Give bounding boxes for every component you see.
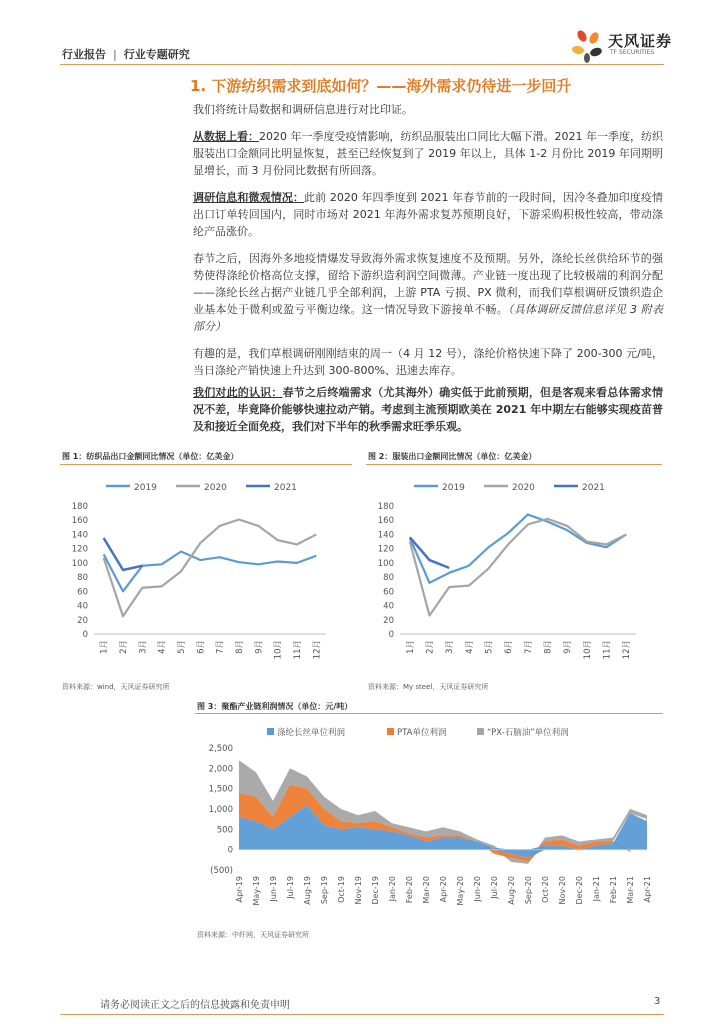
- fig1-ytick-label: 80: [77, 573, 88, 584]
- fig3-xtick-label: Apr-21: [643, 876, 652, 903]
- fig3-xtick-label: May-19: [252, 876, 261, 906]
- fig3-legend-label-0: 涤纶长丝单位利润: [277, 728, 346, 738]
- fig3-xtick-label: Nov-20: [558, 876, 567, 905]
- fig3-legend-swatch-2: [477, 728, 484, 735]
- paragraph-view: [193, 384, 663, 435]
- fig2-ytick-label: 140: [377, 530, 394, 541]
- report-category: [62, 46, 190, 62]
- fig3-xtick-label: Apr-20: [439, 876, 448, 903]
- fig2-xtick-label: 2月: [425, 640, 436, 654]
- fig3-xtick-label: Oct-20: [541, 876, 550, 903]
- fig1-xtick-label: 6月: [196, 640, 207, 654]
- fig2-xtick-label: 12月: [622, 640, 633, 660]
- fig3-xtick-label: Feb-21: [609, 876, 618, 904]
- fig2-xtick-label: 11月: [602, 640, 613, 660]
- paragraph-research: [193, 189, 663, 240]
- logo-text-cn: 天风证券: [608, 32, 673, 50]
- fig1-xtick-label: 9月: [254, 640, 265, 654]
- subcategory-label: 行业专题研究: [123, 48, 190, 61]
- fig2-xtick-label: 7月: [523, 640, 534, 654]
- fig2-legend-label-2021: 2021: [582, 483, 605, 493]
- fig1-ytick-label: 160: [71, 516, 88, 527]
- fig1-xtick-label: 10月: [273, 640, 284, 660]
- fig1-xtick-label: 7月: [215, 640, 226, 654]
- p5-lead: 我们对此的认识：: [193, 386, 283, 399]
- fig3-xtick-label: Oct-19: [337, 876, 346, 903]
- p5-text: 春节之后终端需求（尤其海外）确实低于此前预期，但是客观来看总体需求情况不差，毕竟降价能够快速拉动产销。考虑到主流预期欧美在 2021 年中期左右能够实现疫苗普及和接近全面免疫，我们对下半年的秋季需求旺季乐观。: [193, 386, 663, 433]
- fig2-legend-label-2020: 2020: [512, 483, 535, 493]
- fig1-xtick-label: 12月: [312, 640, 323, 660]
- fig1-xtick-label: 5月: [177, 640, 187, 654]
- fig3-xtick-label: Aug-19: [303, 876, 312, 905]
- fig2-series-2019: [410, 515, 626, 583]
- fig3-chart: [195, 718, 663, 926]
- fig3-xtick-label: Jan-21: [592, 876, 601, 902]
- fig2-ytick-label: 0: [388, 630, 394, 640]
- fig3-legend-swatch-1: [387, 728, 394, 735]
- fig3-xtick-label: Feb-20: [405, 876, 414, 904]
- fig1-chart: [60, 468, 352, 678]
- fig3-xtick-label: Apr-19: [235, 876, 244, 903]
- fig2-xtick-label: 4月: [464, 640, 475, 654]
- fig3-legend-label-2: “PX-石脑油”单位利润: [487, 728, 569, 738]
- fig2-xtick-label: 8月: [543, 640, 554, 654]
- fig2-xtick-label: 9月: [563, 640, 574, 654]
- fig3-ytick-label: 500: [216, 825, 233, 836]
- fig3-xtick-label: Jun-19: [269, 876, 278, 902]
- fig3-title: 图 3：聚酯产业链利润情况（单位：元/吨）: [197, 702, 353, 711]
- fig3-xtick-label: Jul-19: [286, 876, 295, 899]
- footer-divider: [60, 1014, 664, 1015]
- p2-text: 此前 2020 年四季度到 2021 年春节前的一段时间，因冷冬叠加印度疫情出口订单转回国内，同时市场对 2021 年海外需求复苏预期良好，下游采购积极性较高，带动涤纶产品涨价。: [193, 191, 663, 238]
- fig3-xtick-label: Jun-20: [473, 876, 482, 902]
- fig2-ytick-label: 120: [377, 544, 394, 555]
- separator: |: [112, 48, 117, 61]
- footer-disclaimer: 请务必阅读正文之后的信息披露和免责申明: [100, 1000, 290, 1011]
- fig1-ytick-label: 60: [77, 587, 88, 598]
- fig2-ytick-label: 100: [377, 558, 394, 569]
- fig3-legend-label-1: PTA单位利润: [397, 728, 447, 738]
- fig2-source: 资料来源：My steel，天风证券研究所: [368, 683, 489, 691]
- fig2-xtick-label: 10月: [582, 640, 593, 660]
- fig1-source: 资料来源：wind，天风证券研究所: [62, 683, 170, 691]
- paragraph-interesting: [193, 345, 663, 379]
- p3-text: 春节之后，因海外多地疫情爆发导致海外需求恢复速度不及预期。另外，涤纶长丝供给环节的强势使得涤纶价格高位支撑，留给下游织造利润空间微薄。产业链一度出现了比较极端的利润分配——涤纶长丝占据产业链几乎全部利润，上游 PTA 亏损、PX 微利，而我们草根调研反馈织造企业基本处于微利或盈亏平衡边缘。这一情况导致下游接单不畅。: [193, 252, 663, 316]
- fig1-ytick-label: 40: [77, 601, 88, 612]
- paragraph-after-festival: [193, 250, 663, 335]
- fig1-ytick-label: 100: [71, 558, 88, 569]
- fig1-xtick-label: 2月: [119, 640, 129, 654]
- fig1-legend-label-2021: 2021: [274, 483, 297, 493]
- fig3-ytick-label: 2,500: [208, 744, 233, 754]
- fig1-ytick-label: 120: [71, 544, 88, 555]
- fig3-xtick-label: Nov-19: [354, 876, 363, 905]
- fig1-divider: [60, 464, 352, 465]
- fig3-source: 资料来源：中纤网，天风证券研究所: [197, 931, 309, 939]
- fig3-xtick-label: May-20: [456, 876, 465, 906]
- p4-text: 有趣的是，我们草根调研刚刚结束的周一（4 月 12 号），涤纶价格快速下降了 200-300 元/吨，当日涤纶产销快速上升达到 300-800%、迅速去库存。: [193, 347, 663, 377]
- fig3-xtick-label: Sep-20: [524, 876, 533, 905]
- p1-lead: 从数据上看：: [193, 130, 260, 143]
- fig3-ytick-label: 0: [227, 845, 233, 856]
- fig3-xtick-label: Dec-19: [371, 876, 380, 905]
- fig2-xtick-label: 5月: [484, 640, 495, 654]
- fig1-xtick-label: 11月: [293, 640, 303, 660]
- fig3-divider: [195, 713, 663, 714]
- fig3-xtick-label: Sep-19: [320, 876, 329, 905]
- fig2-xtick-label: 3月: [445, 640, 456, 654]
- page-number: 3: [654, 996, 661, 1007]
- fig3-xtick-label: Jul-20: [490, 876, 499, 899]
- fig3-xtick-label: Jan-20: [388, 876, 397, 902]
- fig1-xtick-label: 4月: [157, 640, 168, 654]
- logo-mark-icon: [568, 26, 608, 66]
- fig2-ytick-label: 20: [383, 615, 394, 626]
- fig3-ytick-label: 2,000: [208, 764, 233, 775]
- fig2-legend-label-2019: 2019: [442, 483, 465, 493]
- fig2-ytick-label: 40: [383, 601, 394, 612]
- fig3-xtick-label: Mar-20: [422, 876, 431, 904]
- header-divider: [60, 64, 664, 65]
- fig1-legend-label-2020: 2020: [204, 483, 227, 493]
- p2-lead: 调研信息和微观情况：: [193, 191, 305, 204]
- fig2-title: 图 2：服装出口金额同比情况（单位：亿美金）: [368, 452, 537, 461]
- section-title: 1. 下游纺织需求到底如何？——海外需求仍待进一步回升: [190, 77, 572, 95]
- category-label: 行业报告: [62, 48, 106, 61]
- fig3-legend-swatch-0: [267, 728, 274, 735]
- fig1-ytick-label: 0: [82, 630, 88, 640]
- logo-text-en: TF SECURITIES: [610, 49, 655, 56]
- fig1-xtick-label: 8月: [235, 640, 245, 654]
- p3-note: （具体调研反馈信息详见 3 附表部分）: [193, 303, 663, 333]
- fig1-xtick-label: 1月: [99, 640, 110, 654]
- fig1-ytick-label: 140: [71, 530, 88, 541]
- fig2-series-2020: [410, 519, 626, 616]
- fig2-xtick-label: 1月: [405, 640, 416, 654]
- fig3-xtick-label: Aug-20: [507, 876, 516, 905]
- paragraph-data-view: [193, 128, 663, 179]
- fig2-ytick-label: 180: [377, 502, 394, 512]
- fig1-series-2019: [104, 552, 317, 592]
- fig2-xtick-label: 6月: [504, 640, 515, 654]
- fig1-xtick-label: 3月: [138, 640, 149, 654]
- tf-securities-logo: [568, 26, 673, 66]
- fig1-ytick-label: 180: [71, 502, 88, 512]
- fig1-ytick-label: 20: [77, 615, 88, 626]
- fig3-xtick-label: Mar-21: [626, 876, 635, 904]
- fig1-legend-label-2019: 2019: [134, 483, 157, 493]
- p1-text: 2020 年一季度受疫情影响，纺织品服装出口同比大幅下滑。2021 年一季度，纺织服装出口金额同比明显恢复，甚至已经恢复到了 2019 年以上，具体 1-2 月份比 2019 年同期明显增长，而 3 月份同比数据有所回落。: [193, 130, 664, 177]
- fig3-ytick-label: 1,500: [208, 784, 233, 795]
- fig2-divider: [366, 464, 662, 465]
- intro-paragraph: 我们将统计局数据和调研信息进行对比印证。: [193, 103, 413, 116]
- fig3-ytick-label: (500): [210, 866, 233, 876]
- fig3-xtick-label: Dec-20: [575, 876, 584, 905]
- fig2-ytick-label: 80: [383, 573, 394, 584]
- fig2-chart: [366, 468, 662, 678]
- fig2-ytick-label: 60: [383, 587, 394, 598]
- fig3-ytick-label: 1,000: [208, 805, 233, 815]
- fig2-ytick-label: 160: [377, 516, 394, 527]
- fig1-title: 图 1：纺织品出口金额同比情况（单位：亿美金）: [62, 452, 239, 461]
